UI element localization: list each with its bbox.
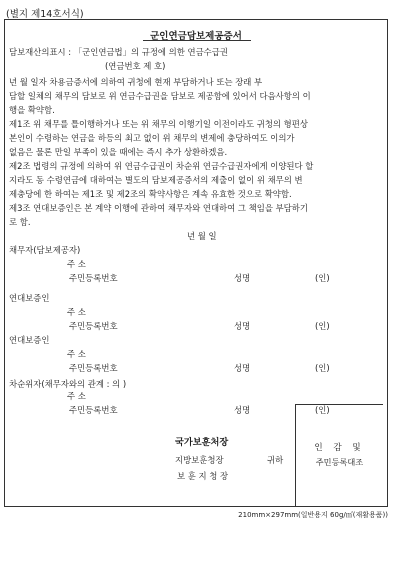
stamp-line2: 주민등록대조 [315, 457, 364, 467]
title-underline [143, 40, 251, 41]
recipient-sub2: 보 훈 지 청 장 [177, 471, 229, 481]
recipient-honorific: 귀하 [267, 455, 284, 465]
certificate-frame [4, 19, 388, 507]
body-line: 담할 일체의 채무의 담보로 위 연금수급권을 담보로 제공함에 있어서 다음사항의 이 [9, 91, 311, 101]
debtor-seal: (인) [315, 273, 330, 283]
successor-address-label: 주 소 [67, 391, 86, 401]
recipient-sub1: 지방보훈청장 [175, 455, 224, 465]
form-number-label: (별지 제14호서식) [6, 9, 84, 20]
guarantor-address-label: 주 소 [67, 307, 86, 317]
pension-number-field: (연금번호 제 호) [105, 61, 166, 71]
guarantor-resident-number-label: 주민등록번호 [69, 363, 118, 373]
debtor-resident-number-label: 주민등록번호 [69, 273, 118, 283]
guarantor-address-label: 주 소 [67, 349, 86, 359]
successor-seal: (인) [315, 405, 330, 415]
stamp-line1: 인 감 및 [314, 443, 365, 453]
collateral-label: 담보재산의표시 : 「군인연금법」의 규정에 의한 연금수급권 [9, 47, 228, 57]
body-line: 본인이 수령하는 연금을 하등의 최고 없이 위 채무의 변제에 충당하여도 이의가 [9, 133, 295, 143]
body-line: 없음은 물론 만일 부족이 있을 때에는 즉시 추가 상환하겠음. [9, 147, 228, 157]
successor-label: 차순위자(채무자와의 관계 : 의 ) [9, 379, 127, 389]
guarantor-label: 연대보증인 [9, 293, 50, 303]
body-line: 행을 확약함. [9, 105, 55, 115]
guarantor-seal: (인) [315, 321, 330, 331]
guarantor-name-label: 성명 [234, 363, 251, 373]
guarantor-label: 연대보증인 [9, 335, 50, 345]
body-line: 제3조 연대보증인은 본 계약 이행에 관하여 채무자와 연대하여 그 책임을 부담하기 [9, 203, 308, 213]
recipient-main: 국가보훈처장 [175, 437, 229, 448]
guarantor-name-label: 성명 [234, 321, 251, 331]
guarantor-resident-number-label: 주민등록번호 [69, 321, 118, 331]
date-line: 년 월 일 [187, 231, 217, 241]
successor-name-label: 성명 [234, 405, 251, 415]
document-title: 군인연금담보제공증서 [150, 31, 242, 42]
body-line: 지라도 동 수령연금에 대하여는 별도의 담보제공증서의 제출이 없이 위 채무의 변 [9, 175, 303, 185]
body-line: 년 월 일자 차용금증서에 의하여 귀청에 현재 부담하거나 또는 장래 부 [9, 77, 263, 87]
debtor-label: 채무자(담보제공자) [9, 245, 81, 255]
body-line: 제충당에 한 하여는 제1조 및 제2조의 확약사항은 계속 유효한 것으로 확약함. [9, 189, 292, 199]
debtor-name-label: 성명 [234, 273, 251, 283]
guarantor-seal: (인) [315, 363, 330, 373]
successor-resident-number-label: 주민등록번호 [69, 405, 118, 415]
body-line: 로 함. [9, 217, 31, 227]
paper-spec-footer: 210mm×297mm(일반용지 60g/㎡(재활용품)) [238, 511, 388, 519]
body-line: 제1조 위 채무를 틀이행하거나 또는 위 채무의 이행기일 이전이라도 귀청의 형편상 [9, 119, 308, 129]
seal-verification-box [295, 404, 383, 507]
debtor-address-label: 주 소 [67, 259, 86, 269]
body-line: 제2조 법령의 규정에 의하여 위 연금수급권이 차순위 연금수급권자에게 이양된다 할 [9, 161, 314, 171]
